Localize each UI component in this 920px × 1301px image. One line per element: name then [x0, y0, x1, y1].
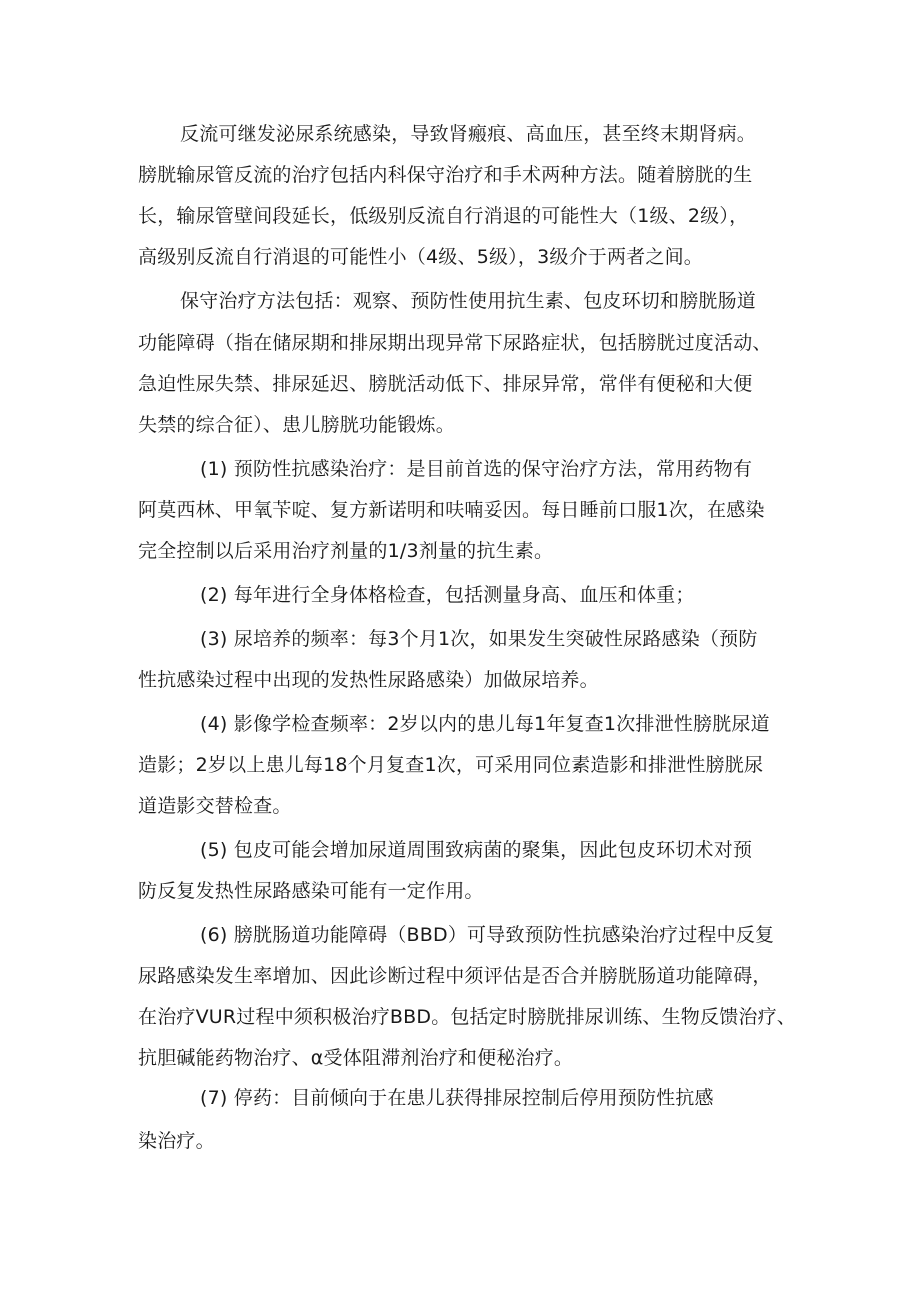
paragraph-5-line-2: 性抗感染过程中出现的发热性尿路感染）加做尿培养。: [138, 669, 599, 691]
paragraph-7-line-1: (5) 包皮可能会增加尿道周围致病菌的聚集，因此包皮环切术对预: [200, 839, 753, 861]
paragraph-4-line-1: (2) 每年进行全身体格检查，包括测量身高、血压和体重；: [200, 584, 695, 606]
paragraph-7-line-2: 防反复发热性尿路感染可能有一定作用。: [138, 880, 484, 902]
paragraph-3-line-3: 完全控制以后采用治疗剂量的1/3剂量的抗生素。: [138, 540, 554, 562]
paragraph-3-line-1: (1) 预防性抗感染治疗：是目前首选的保守治疗方法，常用药物有: [200, 458, 753, 480]
paragraph-1-line-3: 长，输尿管壁间段延长，低级别反流自行消退的可能性大（1级、2级），: [138, 205, 749, 227]
paragraph-9-line-1: (7) 停药：目前倾向于在患儿获得排尿控制后停用预防性抗感: [200, 1087, 714, 1109]
paragraph-8-line-4: 抗胆碱能药物治疗、α受体阻滞剂治疗和便秘治疗。: [138, 1047, 574, 1069]
paragraph-8-line-1: (6) 膀胱肠道功能障碍（BBD）可导致预防性抗感染治疗过程中反复: [200, 924, 775, 946]
paragraph-1-line-2: 膀胱输尿管反流的治疗包括内科保守治疗和手术两种方法。随着膀胱的生: [138, 164, 753, 186]
paragraph-2-line-3: 急迫性尿失禁、排尿延迟、膀胱活动低下、排尿异常，常伴有便秘和大便: [138, 373, 753, 395]
paragraph-1-line-1: 反流可继发泌尿系统感染，导致肾瘢痕、高血压，甚至终末期肾病。: [180, 123, 757, 145]
paragraph-1-line-4: 高级别反流自行消退的可能性小（4级、5级），3级介于两者之间。: [138, 246, 703, 268]
paragraph-9-line-2: 染治疗。: [138, 1130, 215, 1152]
paragraph-6-line-1: (4) 影像学检查频率：2岁以内的患儿每1年复查1次排泄性膀胱尿道: [200, 713, 770, 735]
paragraph-3-line-2: 阿莫西林、甲氧苄啶、复方新诺明和呋喃妥因。每日睡前口服1次，在感染: [138, 499, 765, 521]
paragraph-2-line-2: 功能障碍（指在储尿期和排尿期出现异常下尿路症状，包括膀胱过度活动、: [138, 332, 772, 354]
paragraph-2-line-1: 保守治疗方法包括：观察、预防性使用抗生素、包皮环切和膀胱肠道: [180, 290, 757, 312]
paragraph-8-line-2: 尿路感染发生率增加、因此诊断过程中须评估是否合并膀胱肠道功能障碍，: [138, 965, 772, 987]
paragraph-6-line-3: 道造影交替检查。: [138, 795, 292, 817]
paragraph-8-line-3: 在治疗VUR过程中须积极治疗BBD。包括定时膀胱排尿训练、生物反馈治疗、: [138, 1006, 797, 1028]
paragraph-2-line-4: 失禁的综合征）、患儿膀胱功能锻炼。: [138, 414, 455, 436]
paragraph-6-line-2: 造影；2岁以上患儿每18个月复查1次，可采用同位素造影和排泄性膀胱尿: [138, 754, 764, 776]
paragraph-5-line-1: (3) 尿培养的频率：每3个月1次，如果发生突破性尿路感染（预防: [200, 628, 758, 650]
